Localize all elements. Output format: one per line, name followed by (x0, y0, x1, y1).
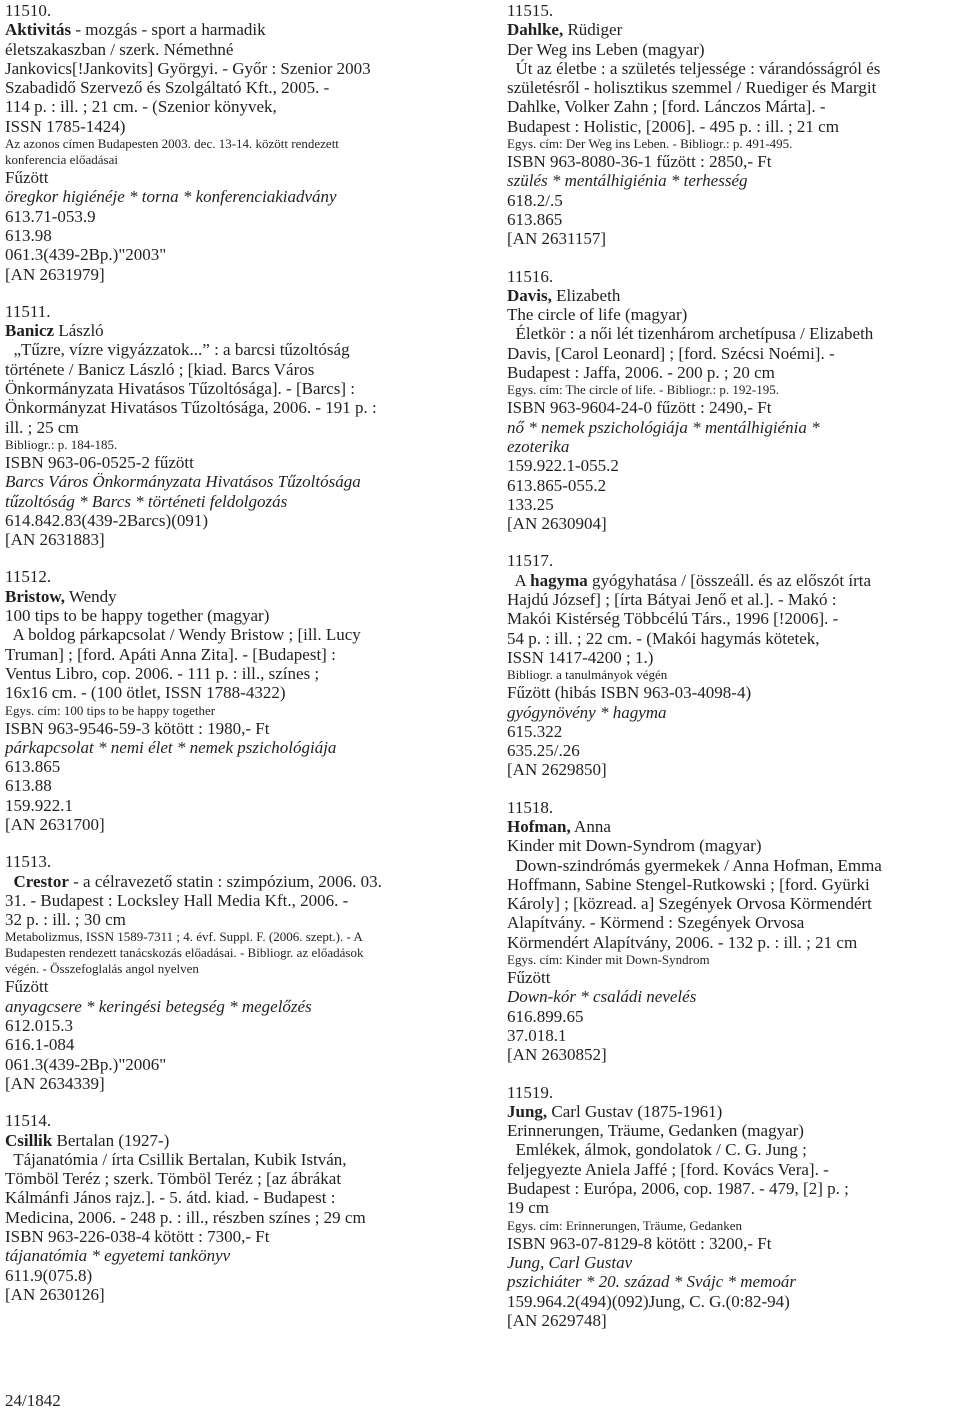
line-text: 061.3(439-2Bp.)"2003" (5, 245, 167, 265)
line-text: 114 p. : ill. ; 21 cm. - (Szenior könyvek, (5, 97, 277, 117)
line-text: Erinnerungen, Träume, Gedanken (magyar) (507, 1121, 804, 1141)
heading-word: Bristow, (5, 586, 65, 606)
entry-line (5, 1035, 475, 1054)
entry-line (507, 836, 959, 855)
entry-line (507, 1179, 959, 1198)
line-text: 11512. (5, 567, 52, 587)
entry-line (5, 815, 475, 834)
page-number: 24/1842 (5, 1391, 61, 1410)
entry-line (5, 187, 475, 206)
entry-line (5, 929, 475, 945)
entry-line (507, 741, 959, 760)
line-text: 616.1-084 (5, 1035, 75, 1055)
line-text: Metabolizmus, ISSN 1589-7311 ; 4. évf. Suppl. F. (2006. szept.). - A (5, 929, 363, 945)
line-text: 11513. (5, 852, 52, 872)
line-text: Egys. cím: Der Weg ins Leben. - Bibliogr.: p. 491-495. (507, 136, 793, 152)
line-text: 19 cm (507, 1198, 550, 1218)
entry-line (5, 757, 475, 776)
entry-line (507, 398, 959, 417)
entry-line (507, 117, 959, 136)
entry-line (507, 418, 959, 437)
line-text: Önkormányzat Hivatásos Tűzoltósága, 2006. - 191 p. : (5, 398, 377, 418)
entry-line (507, 1, 959, 20)
entry-line (507, 1083, 959, 1102)
heading-word: Crestor (13, 871, 69, 891)
entry-line (5, 117, 475, 136)
entry-line (5, 207, 475, 226)
entry-line (507, 171, 959, 190)
line-text: Wendy (64, 586, 117, 606)
line-text: 613.865-055.2 (507, 475, 607, 495)
line-text: [AN 2629748] (507, 1310, 607, 1330)
line-text: 613.88 (5, 776, 52, 796)
entry-line (507, 456, 959, 475)
entry-line (507, 667, 959, 683)
line-text: László (54, 321, 104, 341)
heading-word: hagyma (530, 570, 588, 590)
line-text: ISBN 963-226-038-4 kötött : 7300,- Ft (5, 1227, 270, 1247)
line-text: Az azonos címen Budapesten 2003. dec. 13-14. között rendezett (5, 136, 339, 152)
line-text: Károly] ; [közread. a] Szegények Orvosa Körmendért (507, 894, 872, 914)
line-text: [AN 2631979] (5, 264, 105, 284)
catalog-entry (507, 267, 959, 534)
entry-line (507, 1253, 959, 1272)
entry-line (507, 324, 959, 343)
entry-line (507, 1121, 959, 1140)
entry-line (5, 852, 475, 871)
line-text: végén. - Összefoglalás angol nyelven (5, 961, 199, 977)
line-text: Egys. cím: Erinnerungen, Träume, Gedanken (507, 1217, 743, 1233)
entry-line (507, 1026, 959, 1045)
line-text: Életkör : a női lét tizenhárom archetípusa / Elizabeth (507, 324, 874, 344)
entry-line (5, 1169, 475, 1188)
line-text: Hajdú József] ; [írta Bátyai Jenő et al.]. - Makó : (507, 590, 837, 610)
entry-line (5, 492, 475, 511)
entry-line (507, 78, 959, 97)
entry-line (507, 20, 959, 39)
entry-line (507, 590, 959, 609)
entry-line (5, 683, 475, 702)
entry-line (507, 551, 959, 570)
line-text: Bertalan (1927-) (52, 1130, 170, 1150)
entry-line (507, 703, 959, 722)
line-text: - a célravezető statin : szimpózium, 2006. 03. (68, 871, 382, 891)
entry-line (507, 286, 959, 305)
entry-line (5, 265, 475, 284)
entry-line (507, 1292, 959, 1311)
line-text: 37.018.1 (507, 1025, 567, 1045)
line-text: Davis, [Carol Leonard] ; [ford. Szécsi Noémi]. - (507, 343, 835, 363)
heading-word: Davis, (507, 285, 552, 305)
line-text: Alapítvány. - Körmend : Szegények Orvosa (507, 913, 805, 933)
line-text: Kálmánfi János rajz.]. - 5. átd. kiad. - Budapest : (5, 1188, 336, 1208)
entry-line (507, 856, 959, 875)
line-text: Tájanatómia / írta Csillik Bertalan, Kubik István, (5, 1149, 347, 1169)
line-text: életszakaszban / szerk. Némethné (5, 39, 234, 59)
line-text: Der Weg ins Leben (magyar) (507, 39, 705, 59)
catalog-entry (507, 1083, 959, 1331)
entry-line (5, 910, 475, 929)
line-text: Makói Kistérség Többcélú Társ., 1996 [!2006]. - (507, 609, 839, 629)
entry-line (5, 567, 475, 586)
line-text: [AN 2634339] (5, 1073, 105, 1093)
catalog-entry (507, 798, 959, 1065)
entry-line (507, 722, 959, 741)
entry-line (5, 40, 475, 59)
heading-word: Dahlke, (507, 20, 564, 40)
entry-line (507, 1140, 959, 1159)
entry-line (5, 59, 475, 78)
entry-line (5, 226, 475, 245)
line-text: nő * nemek pszichológiája * mentálhigiénia * (507, 417, 820, 437)
line-text: pszichiáter * 20. század * Svájc * memoár (507, 1272, 796, 1292)
entry-line (507, 798, 959, 817)
entry-line (5, 872, 475, 891)
line-text: A boldog párkapcsolat / Wendy Bristow ; [ill. Lucy (5, 625, 361, 645)
entry-line (507, 363, 959, 382)
line-text: - mozgás - sport a harmadik (71, 20, 266, 40)
entry-line (507, 875, 959, 894)
entry-line (507, 1218, 959, 1234)
entry-line (507, 1160, 959, 1179)
line-text: Budapest : Jaffa, 2006. - 200 p. ; 20 cm (507, 363, 775, 383)
entry-line (5, 418, 475, 437)
line-text: 11519. (507, 1082, 554, 1102)
entry-line (5, 1150, 475, 1169)
line-text: Down-szindrómás gyermekek / Anna Hofman, Emma (507, 855, 882, 875)
entry-line (5, 1, 475, 20)
catalog-entry (5, 567, 475, 834)
line-text: születésről - holisztikus szemmel / Ruediger és Margit (507, 78, 877, 98)
line-text: 11514. (5, 1111, 52, 1131)
line-text: [AN 2631700] (5, 814, 105, 834)
line-text: feljegyezte Aniela Jaffé ; [ford. Kovács Vera]. - (507, 1159, 829, 1179)
entry-line (507, 210, 959, 229)
line-text: 32 p. : ill. ; 30 cm (5, 910, 126, 930)
heading-word: Hofman, (507, 816, 571, 836)
line-text: Fűzött (hibás ISBN 963-03-4098-4) (507, 683, 752, 703)
entry-line (5, 625, 475, 644)
line-text: Truman] ; [ford. Apáti Anna Zita]. - [Budapest] : (5, 644, 336, 664)
line-text: Anna (570, 816, 611, 836)
entry-line (5, 245, 475, 264)
entry-line (5, 152, 475, 168)
line-text: 611.9(075.8) (5, 1265, 93, 1285)
line-text: Down-kór * családi nevelés (507, 987, 697, 1007)
line-text: Elizabeth (551, 285, 621, 305)
line-text: „Tűzre, vízre vigyázzatok...” : a barcsi tűzoltóság (5, 340, 350, 360)
entry-line (5, 1227, 475, 1246)
line-text: Budapest : Európa, 2006, cop. 1987. - 479, [2] p. ; (507, 1179, 849, 1199)
entry-line (5, 340, 475, 359)
line-text: ISBN 963-07-8129-8 kötött : 3200,- Ft (507, 1233, 772, 1253)
line-text: ISBN 963-06-0525-2 fűzött (5, 452, 194, 472)
line-text: 612.015.3 (5, 1016, 73, 1036)
line-text: Egys. cím: Kinder mit Down-Syndrom (507, 952, 710, 968)
heading-word: Banicz (5, 321, 55, 341)
entry-line (5, 168, 475, 187)
entry-line (5, 1208, 475, 1227)
entry-line (5, 20, 475, 39)
entry-line (5, 1074, 475, 1093)
entry-line (5, 1055, 475, 1074)
line-text: 11516. (507, 266, 554, 286)
entry-line (5, 587, 475, 606)
line-text: Bibliogr. a tanulmányok végén (507, 667, 668, 683)
entry-line (507, 229, 959, 248)
entry-line (5, 321, 475, 340)
entry-line (507, 382, 959, 398)
entry-line (507, 1311, 959, 1330)
entry-line (507, 495, 959, 514)
entry-line (5, 961, 475, 977)
line-text: ezoterika (507, 436, 570, 456)
line-text: Medicina, 2006. - 248 p. : ill., részben színes ; 29 cm (5, 1207, 366, 1227)
entry-line (507, 1234, 959, 1253)
line-text: 615.322 (507, 721, 563, 741)
line-text: 061.3(439-2Bp.)"2006" (5, 1054, 167, 1074)
line-text: 635.25/.26 (507, 741, 580, 761)
line-text: konferencia előadásai (5, 152, 118, 168)
line-text: 11510. (5, 1, 52, 20)
line-text: Hoffmann, Sabine Stengel-Rutkowski ; [ford. Gyürki (507, 874, 870, 894)
line-text: ISSN 1417-4200 ; 1.) (507, 647, 654, 667)
line-text: 11511. (5, 301, 51, 321)
line-text: [AN 2630904] (507, 514, 607, 534)
heading-word: Jung, (507, 1101, 548, 1121)
entry-line (507, 933, 959, 952)
entry-line (507, 97, 959, 116)
entry-line (507, 609, 959, 628)
entry-line (5, 437, 475, 453)
line-text: Dahlke, Volker Zahn ; [ford. Lánczos Márta]. - (507, 97, 826, 117)
entry-line (507, 1102, 959, 1121)
entry-line (507, 894, 959, 913)
entry-line (5, 472, 475, 491)
entry-line (507, 1198, 959, 1217)
entry-line (5, 1266, 475, 1285)
line-text: ISBN 963-9546-59-3 kötött : 1980,- Ft (5, 718, 270, 738)
entry-line (507, 987, 959, 1006)
line-text: Szabadidő Szervező és Szolgáltató Kft., 2005. - (5, 78, 330, 98)
entry-line (507, 968, 959, 987)
entry-line (507, 629, 959, 648)
catalog-entry (5, 852, 475, 1093)
line-text: 54 p. : ill. ; 22 cm. - (Makói hagymás kötetek, (507, 628, 820, 648)
line-text: Körmendért Alapítvány, 2006. - 132 p. : ill. ; 21 cm (507, 932, 858, 952)
entry-line (507, 648, 959, 667)
entry-line (507, 476, 959, 495)
line-text: gyógyhatása / [összeáll. és az előszót írta (587, 570, 872, 590)
entry-line (507, 267, 959, 286)
entry-line (5, 511, 475, 530)
entry-line (507, 1272, 959, 1291)
line-text: [AN 2631883] (5, 530, 105, 550)
line-text: gyógynövény * hagyma (507, 702, 667, 722)
right-column (507, 1, 959, 1348)
line-text: 613.865 (5, 757, 61, 777)
line-text: története / Banicz László ; [kiad. Barcs Város (5, 359, 315, 379)
entry-line (507, 191, 959, 210)
line-prefix: A (507, 570, 531, 590)
entry-line (507, 1045, 959, 1064)
entry-line (5, 664, 475, 683)
entry-line (507, 571, 959, 590)
line-text: anyagcsere * keringési betegség * megelőzés (5, 996, 312, 1016)
line-text: 31. - Budapest : Locksley Hall Media Kft., 2006. - (5, 890, 349, 910)
entry-line (507, 817, 959, 836)
line-text: Budapest : Holistic, [2006]. - 495 p. : ill. ; 21 cm (507, 116, 839, 136)
line-text: 613.98 (5, 225, 52, 245)
entry-line (5, 1016, 475, 1035)
line-text: 159.922.1 (5, 795, 73, 815)
entry-line (507, 683, 959, 702)
line-text: 618.2/.5 (507, 190, 563, 210)
line-text: The circle of life (magyar) (507, 305, 688, 325)
line-text: 11515. (507, 1, 554, 20)
entry-line (5, 78, 475, 97)
line-text: 159.964.2(494)(092)Jung, C. G.(0:82-94) (507, 1291, 790, 1311)
line-text: Fűzött (5, 977, 49, 997)
entry-line (507, 152, 959, 171)
catalog-entry (507, 551, 959, 779)
line-text: 16x16 cm. - (100 ötlet, ISSN 1788-4322) (5, 683, 286, 703)
line-text: Önkormányzata Hivatásos Tűzoltósága]. - [Barcs] : (5, 379, 355, 399)
entry-line (507, 514, 959, 533)
line-text: [AN 2630852] (507, 1045, 607, 1065)
entry-line (507, 40, 959, 59)
entry-line (5, 1131, 475, 1150)
entry-line (5, 97, 475, 116)
entry-line (5, 1285, 475, 1304)
line-text: párkapcsolat * nemi élet * nemek pszichológiája (5, 737, 337, 757)
line-text: [AN 2629850] (507, 760, 607, 780)
entry-line (5, 738, 475, 757)
line-text: ISBN 963-8080-36-1 fűzött : 2850,- Ft (507, 152, 772, 172)
entry-line (5, 1246, 475, 1265)
entry-line (507, 136, 959, 152)
line-text: Budapesten rendezett tanácskozás előadásai. - Bibliogr. az előadások (5, 945, 364, 961)
line-text: szülés * mentálhigiénia * terhesség (507, 171, 748, 191)
entry-line (5, 719, 475, 738)
entry-line (507, 305, 959, 324)
entry-line (5, 1188, 475, 1207)
line-text: 616.899.65 (507, 1006, 584, 1026)
entry-line (5, 891, 475, 910)
line-text: Jung, Carl Gustav (507, 1252, 633, 1272)
line-text: Egys. cím: 100 tips to be happy together (5, 702, 216, 718)
line-text: 11517. (507, 551, 554, 571)
line-text: Rüdiger (563, 20, 623, 40)
entry-line (5, 645, 475, 664)
line-text: 159.922.1-055.2 (507, 456, 619, 476)
entry-line (5, 1111, 475, 1130)
entry-line (507, 760, 959, 779)
entry-line (5, 398, 475, 417)
entry-line (5, 776, 475, 795)
entry-line (5, 302, 475, 321)
entry-line (5, 136, 475, 152)
line-text: ISBN 963-9604-24-0 fűzött : 2490,- Ft (507, 398, 772, 418)
line-text: [AN 2631157] (507, 229, 606, 249)
entry-line (507, 437, 959, 456)
left-column (5, 1, 475, 1322)
line-text: tájanatómia * egyetemi tankönyv (5, 1246, 231, 1266)
entry-line (5, 703, 475, 719)
line-text: 100 tips to be happy together (magyar) (5, 606, 270, 626)
line-text: Fűzött (5, 168, 49, 188)
heading-word: Aktivitás (5, 20, 72, 40)
line-text: 614.842.83(439-2Barcs)(091) (5, 510, 209, 530)
catalog-entry (5, 1111, 475, 1304)
line-text: tűzoltóság * Barcs * történeti feldolgozás (5, 491, 288, 511)
line-text: 133.25 (507, 494, 554, 514)
entry-line (5, 977, 475, 996)
entry-line (5, 796, 475, 815)
catalog-entry (5, 1, 475, 284)
line-prefix (5, 872, 14, 891)
entry-line (5, 530, 475, 549)
heading-word: Csillik (5, 1130, 53, 1150)
catalog-entry (507, 1, 959, 249)
line-text: 613.865 (507, 209, 563, 229)
entry-line (5, 945, 475, 961)
line-text: Út az életbe : a születés teljessége : várandósságról és (507, 58, 881, 78)
line-text: Jankovics[!Jankovits] Györgyi. - Győr : Szenior 2003 (5, 58, 371, 78)
line-text: Bibliogr.: p. 184-185. (5, 436, 118, 452)
line-text: ill. ; 25 cm (5, 417, 79, 437)
line-text: Fűzött (507, 968, 551, 988)
entry-line (507, 952, 959, 968)
line-text: Barcs Város Önkormányzata Hivatásos Tűzoltósága (5, 472, 361, 492)
line-text: Tömböl Teréz ; szerk. Tömböl Teréz ; [az ábrákat (5, 1169, 342, 1189)
line-text: öregkor higiénéje * torna * konferenciakiadvány (5, 187, 337, 207)
line-text: Carl Gustav (1875-1961) (547, 1101, 723, 1121)
entry-line (5, 360, 475, 379)
catalog-entry (5, 302, 475, 550)
entry-line (5, 453, 475, 472)
entry-line (507, 344, 959, 363)
line-text: [AN 2630126] (5, 1284, 105, 1304)
line-text: Ventus Libro, cop. 2006. - 111 p. : ill., színes ; (5, 663, 320, 683)
entry-line (507, 1007, 959, 1026)
entry-line (507, 59, 959, 78)
entry-line (5, 606, 475, 625)
line-text: 613.71-053.9 (5, 206, 96, 226)
line-text: Emlékek, álmok, gondolatok / C. G. Jung ; (507, 1140, 807, 1160)
entry-line (507, 913, 959, 932)
line-text: ISSN 1785-1424) (5, 116, 126, 136)
entry-line (5, 379, 475, 398)
line-text: Egys. cím: The circle of life. - Bibliogr.: p. 192-195. (507, 382, 779, 398)
line-text: 11518. (507, 797, 554, 817)
entry-line (5, 997, 475, 1016)
line-text: Kinder mit Down-Syndrom (magyar) (507, 836, 762, 856)
